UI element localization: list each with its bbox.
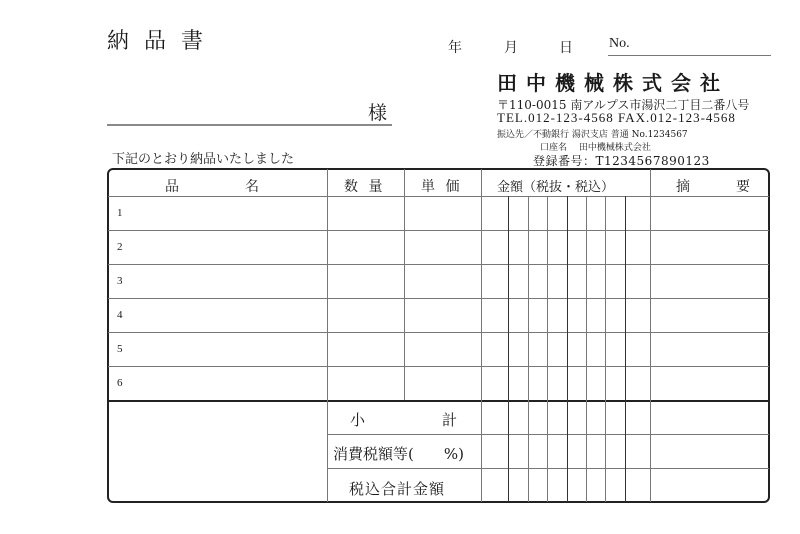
row-number: 3 (117, 275, 123, 287)
date-day-label: 日 (559, 40, 573, 56)
date-year-label: 年 (448, 40, 462, 56)
amount-digit-line (586, 196, 587, 502)
total-label: 税込合計金額 (349, 480, 446, 498)
tax-label: 消費税額等( %) (333, 445, 464, 463)
subtotal-label-a: 小 (350, 411, 366, 429)
company-tel-fax: TEL.012-123-4568 FAX.012-123-4568 (497, 110, 736, 125)
recipient-field-line[interactable] (107, 124, 392, 126)
subtotal-label-b: 計 (442, 411, 458, 429)
col-divider-qty (404, 169, 405, 400)
summary-divider (108, 400, 769, 402)
row-divider (108, 230, 769, 231)
row-number: 5 (117, 343, 123, 355)
recipient-suffix: 様 (368, 102, 388, 124)
account-name: 口座名 田中機械株式会社 (540, 143, 651, 153)
row-divider (108, 298, 769, 299)
col-header-quantity: 数 量 (344, 179, 386, 195)
number-label: No. (609, 36, 630, 51)
row-number: 2 (117, 241, 123, 253)
col-divider-amount (650, 169, 651, 502)
amount-digit-line (625, 196, 626, 502)
col-header-amount: 金額（税抜・税込） (497, 180, 615, 195)
col-header-item: 品 名 (165, 179, 261, 195)
number-field-line[interactable] (608, 55, 771, 56)
col-header-remarks: 摘 要 (676, 179, 756, 195)
company-name: 田中機械株式会社 (497, 71, 729, 95)
row-number: 6 (117, 377, 123, 389)
col-divider-price (481, 169, 482, 502)
row-number: 4 (117, 309, 123, 321)
bank-info: 振込先／不動銀行 湯沢支店 普通 No.1234567 (497, 130, 688, 140)
amount-digit-line (508, 196, 509, 502)
document-title: 納品書 (107, 29, 219, 54)
summary-row-divider (327, 434, 769, 435)
row-divider (108, 366, 769, 367)
summary-row-divider (327, 468, 769, 469)
col-divider-item (327, 169, 328, 502)
date-month-label: 月 (504, 40, 518, 56)
amount-digit-line (567, 196, 568, 502)
company-address: 〒110-0015 南アルプス市湯沢二丁目二番八号 (497, 98, 750, 112)
amount-digit-line (605, 196, 606, 502)
delivery-notice: 下記のとおり納品いたしました (112, 152, 295, 167)
row-divider (108, 332, 769, 333)
row-divider (108, 264, 769, 265)
header-divider (108, 196, 769, 197)
registration-number: 登録番号：T1234567890123 (533, 154, 710, 168)
amount-digit-line (547, 196, 548, 502)
amount-digit-line (528, 196, 529, 502)
col-header-unit-price: 単 価 (421, 179, 463, 195)
row-number: 1 (117, 207, 123, 219)
